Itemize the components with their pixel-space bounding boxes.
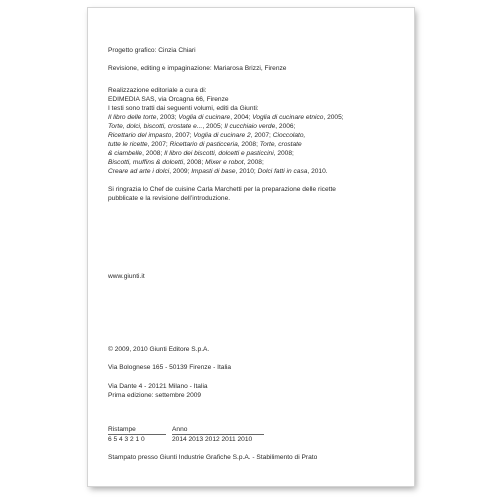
book-year: , 2008; <box>237 141 260 148</box>
address-florence: Via Bolognese 165 - 50139 Firenze - Italia <box>108 364 232 371</box>
book-title: Il libro dei biscotti, dolcetti e pasticcini <box>164 150 274 157</box>
book-title: Voglia di cucinare <box>178 114 231 121</box>
book-title: Impasti di base <box>191 168 236 175</box>
sources-line <box>108 122 408 131</box>
printer-block <box>108 453 408 462</box>
book-year: , 2007; <box>171 132 194 139</box>
book-year: , 2009; <box>169 168 192 175</box>
publisher-block-2 <box>108 382 408 400</box>
book-title: Ricettario del impasto <box>108 132 172 139</box>
book-page <box>88 8 414 486</box>
printer-line: Stampato presso Giunti Industrie Grafiche S.p.A. - Stabilimento di Prato <box>108 454 318 461</box>
graphic-design-credit <box>108 46 408 55</box>
address-milan: Via Dante 4 - 20121 Milano - Italia <box>108 383 208 390</box>
book-year: , 2003; <box>156 114 179 121</box>
book-year: , 2008; <box>142 150 165 157</box>
sources-line <box>108 140 408 149</box>
book-title: Voglia di cucinare 2 <box>193 132 251 139</box>
book-title: Cioccolato, <box>272 132 306 139</box>
book-year: , 2006; <box>275 123 296 130</box>
sources-intro: I testi sono tratti dai seguenti volumi, editi da Giunti: <box>108 105 259 112</box>
book-title: Dolci fatti in casa <box>257 168 308 175</box>
sources-block <box>108 104 408 203</box>
thanks-line-1: Si ringrazia lo Chef de cuisine Carla Marchetti per la preparazione delle ricette <box>108 186 336 193</box>
sources-line <box>108 113 408 122</box>
book-year: , 2007; <box>147 141 170 148</box>
reprint-values: 6 5 4 3 2 1 0 <box>108 436 145 443</box>
editorial-value: EDIMEDIA SAS, via Orcagna 66, Firenze <box>108 96 229 103</box>
book-title: Ricettario di pasticceria <box>169 141 238 148</box>
book-title: Il cucchiaio verde <box>224 123 276 130</box>
book-title: tutte le ricette <box>108 141 148 148</box>
editorial-label: Realizzazione editoriale a cura di: <box>108 87 207 94</box>
book-title: Il libro delle torte <box>108 114 157 121</box>
book-year: , 2010; <box>235 168 258 175</box>
book-year: , 2010. <box>307 168 328 175</box>
sources-line <box>108 158 408 167</box>
website-link: www.giunti.it <box>108 273 145 280</box>
sources-line <box>108 131 408 140</box>
graphic-design-line: Progetto grafico: Cinzia Chiari <box>108 47 196 54</box>
revision-credit <box>108 64 408 73</box>
book-year: , 2008; <box>243 159 264 166</box>
book-title: Mixer e robot <box>205 159 244 166</box>
book-year: , 2005; <box>323 114 344 121</box>
first-edition: Prima edizione: settembre 2009 <box>108 392 202 399</box>
book-title: Creare ad arte i dolci <box>108 168 170 175</box>
year-values: 2014 2013 2012 2011 2010 <box>172 436 253 443</box>
sources-line <box>108 167 408 176</box>
website-block <box>108 272 408 281</box>
revision-line: Revisione, editing e impaginazione: Mariarosa Brizzi, Firenze <box>108 65 287 72</box>
copyright-line: © 2009, 2010 Giunti Editore S.p.A. <box>108 346 210 353</box>
book-title: Voglia di cucinare etnico <box>252 114 324 121</box>
book-title: Torte, crostate <box>259 141 302 148</box>
book-year: , 2008; <box>273 150 294 157</box>
book-title: Torte, dolci, biscotti, crostate e... <box>108 123 203 130</box>
sources-line <box>108 149 408 158</box>
book-year: , 2008; <box>183 159 206 166</box>
thanks-line-2: pubblicate e la revisione dell’introduzione. <box>108 195 231 202</box>
book-year: , 2007; <box>250 132 273 139</box>
editorial-credit <box>108 86 408 104</box>
reprint-label: Ristampe <box>108 426 136 433</box>
sources-list <box>108 113 408 176</box>
book-title: Biscotti, muffins & dolcetti <box>108 159 184 166</box>
book-title: & ciambelle <box>108 150 143 157</box>
publisher-block <box>108 345 408 372</box>
book-year: , 2005; <box>202 123 225 130</box>
year-label: Anno <box>172 426 188 433</box>
book-year: , 2004; <box>230 114 253 121</box>
